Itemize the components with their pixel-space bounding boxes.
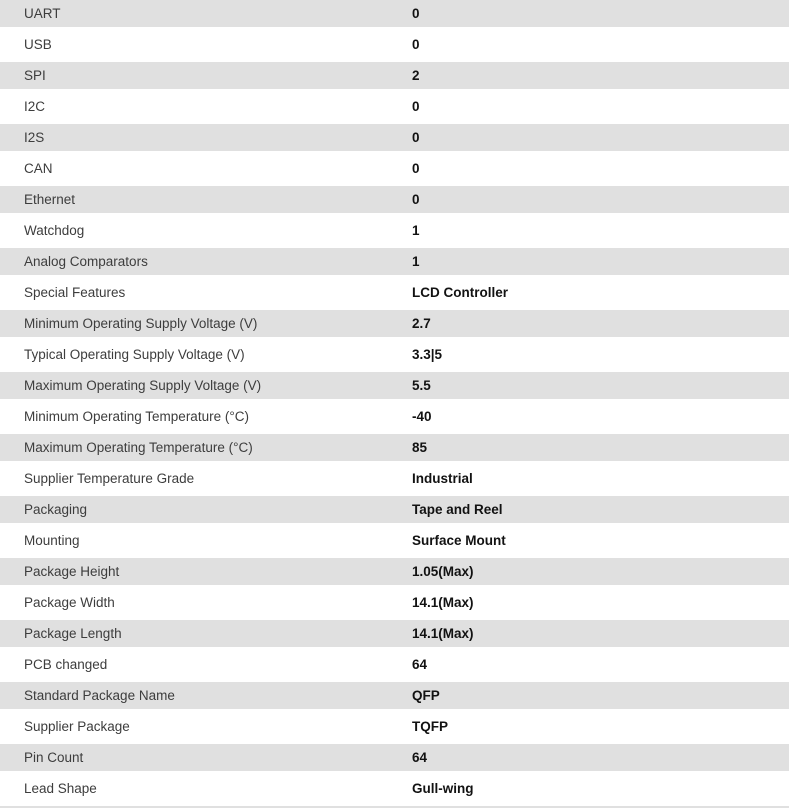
spec-attribute-value: 64 [412,749,428,765]
spec-attribute-label: Mounting [24,532,80,548]
spec-attribute-value: 5.5 [412,377,431,393]
spec-attribute-label: Supplier Package [24,718,130,734]
spec-row [0,93,789,124]
spec-attribute-value: 0 [412,5,420,21]
spec-attribute-label: I2S [24,129,45,145]
spec-row [0,465,789,496]
spec-attribute-label: Analog Comparators [24,253,148,269]
spec-attribute-value: Industrial [412,470,473,486]
spec-attribute-value: 64 [412,656,428,672]
spec-attribute-value: 0 [412,191,420,207]
spec-attribute-value: 0 [412,160,420,176]
spec-row [0,682,789,713]
spec-row [0,62,789,93]
spec-attribute-value: TQFP [412,718,448,734]
spec-attribute-label: CAN [24,160,53,176]
spec-attribute-label: Maximum Operating Supply Voltage (V) [24,377,262,393]
spec-attribute-label: Watchdog [24,222,85,238]
spec-attribute-label: PCB changed [24,656,108,672]
spec-row [0,31,789,62]
spec-row [0,403,789,434]
spec-attribute-value: 0 [412,98,420,114]
spec-attribute-value: QFP [412,687,440,703]
spec-row [0,186,789,217]
spec-attribute-label: Typical Operating Supply Voltage (V) [24,346,245,362]
spec-attribute-value: Tape and Reel [412,501,503,517]
spec-attribute-value: LCD Controller [412,284,508,300]
spec-row [0,372,789,403]
spec-attribute-value: 14.1(Max) [412,594,474,610]
spec-attribute-value: 2 [412,67,420,83]
spec-row [0,620,789,651]
spec-attribute-value: 14.1(Max) [412,625,474,641]
spec-row [0,217,789,248]
spec-row [0,527,789,558]
spec-attribute-label: Package Length [24,625,122,641]
spec-row [0,279,789,310]
spec-attribute-value: Gull-wing [412,780,474,796]
spec-attribute-label: Packaging [24,501,88,517]
spec-row [0,744,789,775]
spec-row [0,651,789,682]
spec-row [0,155,789,186]
spec-attribute-value: 0 [412,129,420,145]
spec-attribute-label: Special Features [24,284,126,300]
spec-row [0,496,789,527]
spec-attribute-label: Pin Count [24,749,84,765]
spec-attribute-value: 3.3|5 [412,346,443,362]
spec-attribute-value: 1.05(Max) [412,563,474,579]
spec-row [0,248,789,279]
spec-attribute-label: Lead Shape [24,780,97,796]
spec-attribute-value: 85 [412,439,428,455]
spec-attribute-label: USB [24,36,52,52]
spec-row [0,310,789,341]
spec-row [0,434,789,465]
spec-attribute-label: Minimum Operating Supply Voltage (V) [24,315,258,331]
spec-row [0,713,789,744]
spec-attribute-value: 1 [412,222,420,238]
spec-attribute-label: UART [24,5,61,21]
spec-attribute-value: 2.7 [412,315,431,331]
spec-row [0,0,789,31]
spec-attribute-label: Package Width [24,594,115,610]
spec-attribute-label: Standard Package Name [24,687,175,703]
spec-row [0,775,789,806]
spec-attribute-label: Minimum Operating Temperature (°C) [24,408,249,424]
spec-row [0,341,789,372]
spec-attribute-label: Ethernet [24,191,76,207]
spec-attribute-label: I2C [24,98,46,114]
spec-row [0,558,789,589]
spec-attribute-label: Maximum Operating Temperature (°C) [24,439,253,455]
spec-row [0,589,789,620]
spec-attribute-label: SPI [24,67,46,83]
spec-attribute-label: Package Height [24,563,120,579]
spec-attribute-value: 0 [412,36,420,52]
spec-attribute-label: Supplier Temperature Grade [24,470,195,486]
spec-attribute-value: 1 [412,253,420,269]
spec-row [0,124,789,155]
spec-attribute-value: -40 [412,408,432,424]
spec-attribute-value: Surface Mount [412,532,506,548]
